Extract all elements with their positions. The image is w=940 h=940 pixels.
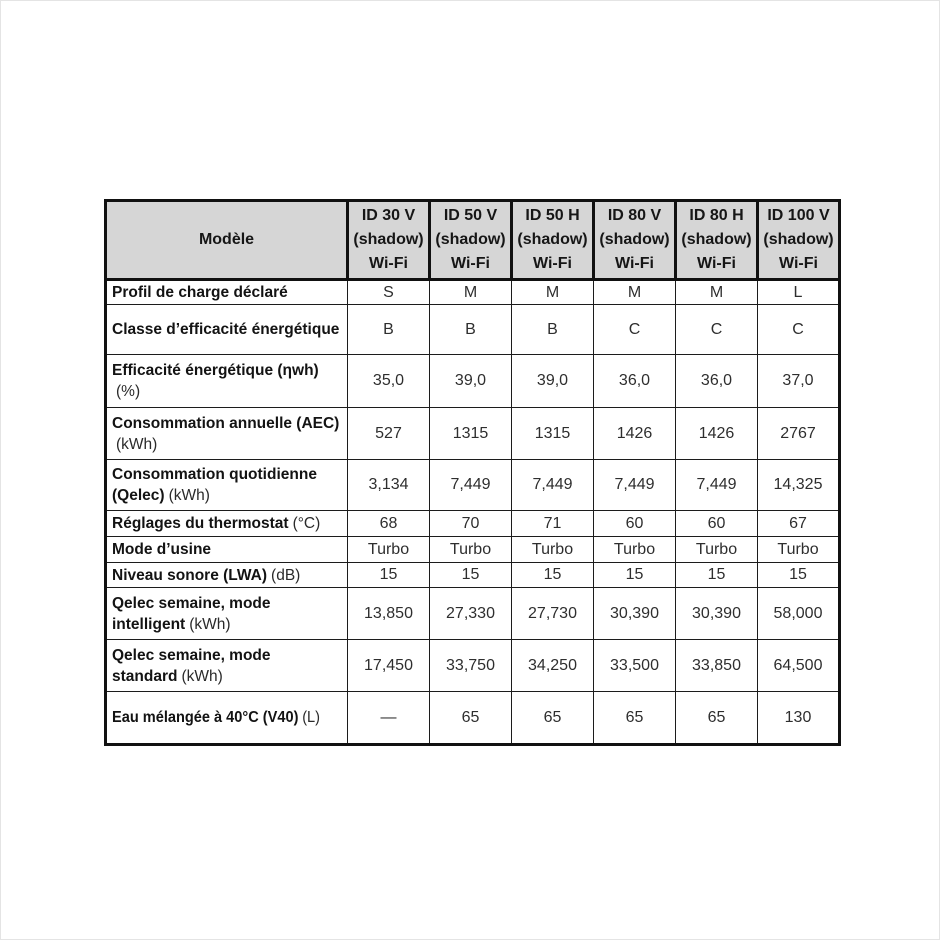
table-row-qelec-standard <box>106 640 840 692</box>
model-connectivity: Wi-Fi <box>615 255 654 272</box>
cell-value: 130 <box>758 692 840 745</box>
row-label-unit: (°C) <box>292 515 321 532</box>
cell-value: 3,134 <box>348 460 430 511</box>
model-variant: (shadow) <box>763 231 834 248</box>
cell-value: 14,325 <box>758 460 840 511</box>
cell-value: 2767 <box>758 408 840 460</box>
model-name: ID 80 V <box>607 207 662 224</box>
cell-value: B <box>512 305 594 355</box>
cell-value: 7,449 <box>594 460 676 511</box>
cell-value: 1315 <box>512 408 594 460</box>
model-connectivity: Wi-Fi <box>369 255 408 272</box>
table-row-eau-melangee-v40 <box>106 692 840 745</box>
cell-value: 13,850 <box>348 588 430 640</box>
cell-value: 15 <box>430 563 512 588</box>
cell-value: 60 <box>594 511 676 537</box>
cell-value: 39,0 <box>430 355 512 408</box>
cell-value: M <box>594 280 676 305</box>
model-variant: (shadow) <box>599 231 670 248</box>
cell-value: 36,0 <box>676 355 758 408</box>
table-row-qelec-intelligent <box>106 588 840 640</box>
cell-value: 15 <box>758 563 840 588</box>
cell-value: 17,450 <box>348 640 430 692</box>
model-name: ID 80 H <box>689 207 744 224</box>
table-row-niveau-sonore <box>106 563 840 588</box>
model-variant: (shadow) <box>517 231 588 248</box>
row-label-unit: (L) <box>302 709 321 726</box>
row-label-eau-melangee-v40 <box>106 692 348 745</box>
cell-value: B <box>430 305 512 355</box>
cell-value: 7,449 <box>430 460 512 511</box>
cell-value: 27,730 <box>512 588 594 640</box>
cell-value: Turbo <box>430 537 512 563</box>
cell-value: 60 <box>676 511 758 537</box>
cell-value: 30,390 <box>594 588 676 640</box>
row-label-text: Efficacité énergétique (ηwh) <box>112 362 319 379</box>
table-row-consommation-quotidienne <box>106 460 840 511</box>
column-header-id-50-h <box>512 201 594 280</box>
table-row-efficacite-energetique <box>106 355 840 408</box>
cell-value: Turbo <box>512 537 594 563</box>
model-connectivity: Wi-Fi <box>533 255 572 272</box>
column-header-id-80-v <box>594 201 676 280</box>
cell-value: 65 <box>430 692 512 745</box>
corner-header-modele: Modèle <box>106 201 348 280</box>
row-label-unit: (kWh) <box>168 487 210 504</box>
cell-value: 1315 <box>430 408 512 460</box>
row-label-text: Qelec semaine, mode intelligent <box>112 594 271 633</box>
cell-value: 7,449 <box>676 460 758 511</box>
row-label-unit: (dB) <box>271 566 301 584</box>
row-label-qelec-standard <box>106 640 348 692</box>
cell-value: 71 <box>512 511 594 537</box>
cell-value: 7,449 <box>512 460 594 511</box>
cell-value: Turbo <box>676 537 758 563</box>
cell-value: S <box>348 280 430 305</box>
cell-value: C <box>758 305 840 355</box>
row-label-classe-efficacite <box>106 305 348 355</box>
cell-value: 70 <box>430 511 512 537</box>
column-header-id-100-v <box>758 201 840 280</box>
row-label-unit: (%) <box>116 383 141 400</box>
cell-value: 68 <box>348 511 430 537</box>
cell-value: Turbo <box>348 537 430 563</box>
cell-value: 15 <box>512 563 594 588</box>
cell-value: 34,250 <box>512 640 594 692</box>
row-label-text: Consommation annuelle (AEC) <box>112 414 340 432</box>
row-label-niveau-sonore <box>106 563 348 588</box>
cell-value: 33,850 <box>676 640 758 692</box>
model-connectivity: Wi-Fi <box>451 255 490 272</box>
cell-value: 527 <box>348 408 430 460</box>
cell-value: 36,0 <box>594 355 676 408</box>
row-label-text: Consommation quotidienne (Qelec) <box>112 466 317 504</box>
cell-value: C <box>594 305 676 355</box>
column-header-id-50-v <box>430 201 512 280</box>
row-label-mode-usine <box>106 537 348 563</box>
cell-value: 65 <box>594 692 676 745</box>
model-connectivity: Wi-Fi <box>697 255 736 272</box>
table-row-mode-usine <box>106 537 840 563</box>
cell-value: C <box>676 305 758 355</box>
table-row-reglages-thermostat <box>106 511 840 537</box>
model-name: ID 100 V <box>767 207 830 224</box>
cell-value: 33,750 <box>430 640 512 692</box>
cell-value: 15 <box>348 563 430 588</box>
row-label-unit: (kWh) <box>116 435 158 453</box>
row-label-consommation-annuelle <box>106 408 348 460</box>
cell-value: 1426 <box>594 408 676 460</box>
cell-value: 30,390 <box>676 588 758 640</box>
cell-value: 33,500 <box>594 640 676 692</box>
cell-value: Turbo <box>594 537 676 563</box>
cell-value: 35,0 <box>348 355 430 408</box>
model-connectivity: Wi-Fi <box>779 255 818 272</box>
row-label-line <box>112 707 320 728</box>
column-header-id-80-h <box>676 201 758 280</box>
row-label-text: Classe d’efficacité énergétique <box>112 321 340 338</box>
model-name: ID 30 V <box>361 207 416 224</box>
row-label-profil-de-charge <box>106 280 348 305</box>
cell-value: 64,500 <box>758 640 840 692</box>
model-variant: (shadow) <box>681 231 752 248</box>
row-label-text: Niveau sonore (LWA) <box>112 566 268 584</box>
product-spec-table <box>104 199 841 746</box>
cell-value: B <box>348 305 430 355</box>
model-variant: (shadow) <box>435 231 506 248</box>
cell-value: Turbo <box>758 537 840 563</box>
cell-value: M <box>512 280 594 305</box>
cell-value: 65 <box>676 692 758 745</box>
table-row-classe-efficacite <box>106 305 840 355</box>
row-label-text: Eau mélangée à 40°C (V40) <box>112 709 299 726</box>
cell-value: 39,0 <box>512 355 594 408</box>
cell-value: 58,000 <box>758 588 840 640</box>
cell-value: — <box>348 692 430 745</box>
cell-value: 1426 <box>676 408 758 460</box>
cell-value: 67 <box>758 511 840 537</box>
cell-value: 65 <box>512 692 594 745</box>
model-variant: (shadow) <box>353 231 424 248</box>
row-label-text: Profil de charge déclaré <box>112 284 288 301</box>
cell-value: 15 <box>594 563 676 588</box>
table-row-profil-de-charge <box>106 280 840 305</box>
model-name: ID 50 H <box>525 207 580 224</box>
row-label-consommation-quotidienne <box>106 460 348 511</box>
cell-value: L <box>758 280 840 305</box>
model-name: ID 50 V <box>443 207 498 224</box>
row-label-unit: (kWh) <box>181 667 223 685</box>
cell-value: M <box>676 280 758 305</box>
header-row <box>106 201 840 280</box>
cell-value: 37,0 <box>758 355 840 408</box>
row-label-reglages-thermostat <box>106 511 348 537</box>
row-label-unit: (kWh) <box>189 615 231 633</box>
cell-value: 27,330 <box>430 588 512 640</box>
table-row-consommation-annuelle <box>106 408 840 460</box>
cell-value: M <box>430 280 512 305</box>
row-label-text: Qelec semaine, mode standard <box>112 646 271 685</box>
row-label-qelec-intelligent <box>106 588 348 640</box>
row-label-efficacite-energetique <box>106 355 348 408</box>
column-header-id-30-v <box>348 201 430 280</box>
row-label-text: Mode d’usine <box>112 541 212 558</box>
row-label-text: Réglages du thermostat <box>112 515 289 532</box>
cell-value: 15 <box>676 563 758 588</box>
